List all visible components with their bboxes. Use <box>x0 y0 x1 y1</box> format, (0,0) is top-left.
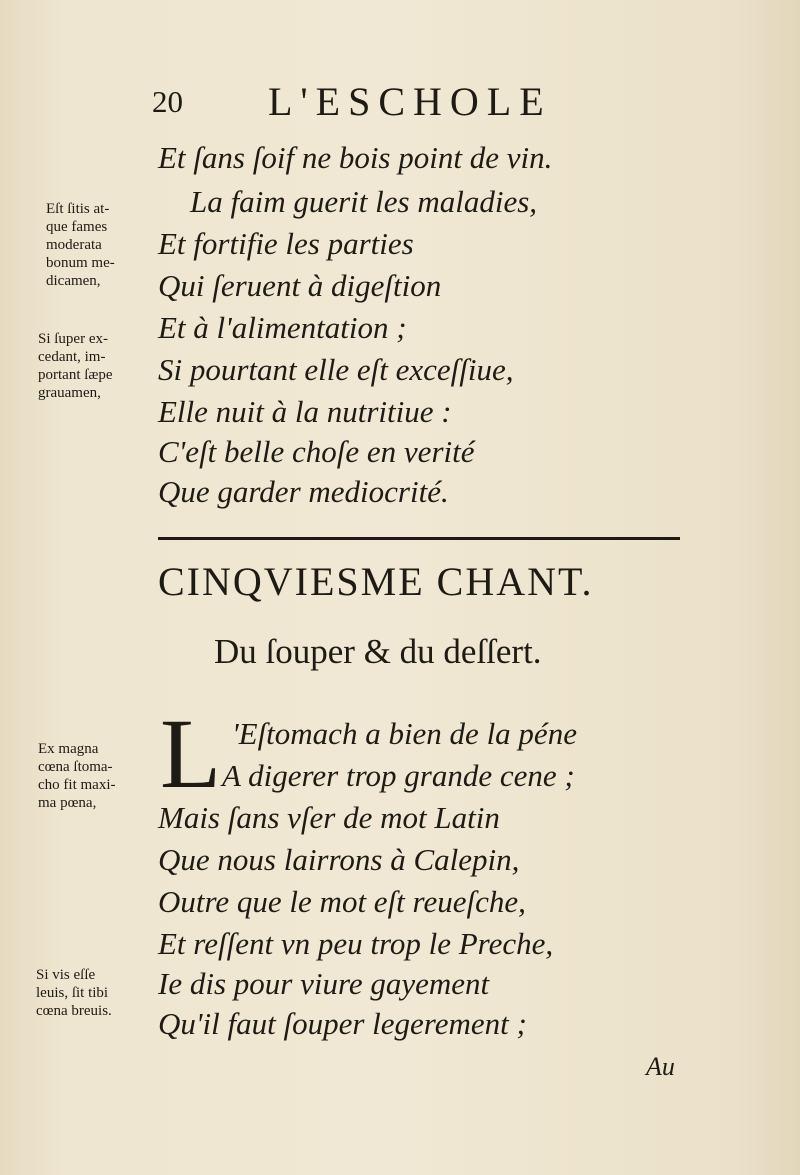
verse-line: Et à l'alimentation ; <box>158 310 407 345</box>
margin-note <box>38 740 138 812</box>
margin-note-line: cœna ſtoma- <box>38 759 113 775</box>
margin-note <box>36 966 136 1020</box>
verse-line: Qui ſeruent à digeſtion <box>158 268 442 303</box>
margin-note-line: portant ſæpe <box>38 367 113 383</box>
page-number: 20 <box>152 84 183 119</box>
verse-line: La faim guerit les maladies, <box>190 184 538 219</box>
verse-line: Mais ſans vſer de mot Latin <box>158 800 500 835</box>
margin-note-line: dicamen, <box>46 273 101 289</box>
margin-note-line: Si vis eſſe <box>36 967 96 983</box>
chapter-subtitle: Du ſouper & du deſſert. <box>214 632 542 671</box>
catchword: Au <box>646 1052 675 1081</box>
section-rule <box>158 537 680 540</box>
verse-line: Et reſſent vn peu trop le Preche, <box>158 926 554 961</box>
margin-note-line: cœna breuis. <box>36 1003 112 1019</box>
verse-line: Ie dis pour viure gayement <box>158 966 490 1001</box>
margin-note-line: que fames <box>46 219 108 235</box>
page-header <box>0 78 800 128</box>
margin-note-line: moderata <box>46 237 102 253</box>
margin-note-line: leuis, ſit tibi <box>36 985 109 1001</box>
margin-note-line: ma pœna, <box>38 795 97 811</box>
chapter-title: CINQVIESME CHANT. <box>158 559 594 604</box>
drop-cap: L <box>160 698 222 809</box>
running-title: L'ESCHOLE <box>268 79 552 124</box>
margin-note-line: grauamen, <box>38 385 101 401</box>
verse-line: Que nous lairrons à Calepin, <box>158 842 520 877</box>
verse-line: Et ſans ſoif ne bois point de vin. <box>158 140 553 175</box>
verse-line: A digerer trop grande cene ; <box>222 758 575 793</box>
margin-note-line: cedant, im- <box>38 349 106 365</box>
verse-line: Et fortifie les parties <box>158 226 414 261</box>
margin-note-line: Si ſuper ex- <box>38 331 108 347</box>
margin-note <box>46 200 146 290</box>
verse-line: 'Eſtomach a bien de la péne <box>232 716 577 751</box>
margin-note-line: Ex magna <box>38 741 99 757</box>
margin-note <box>38 330 138 402</box>
verse-line: Si pourtant elle eſt exceſſiue, <box>158 352 514 387</box>
verse-line: Que garder mediocrité. <box>158 474 449 509</box>
margin-note-line: cho fit maxi- <box>38 777 116 793</box>
verse-line: Elle nuit à la nutritiue : <box>158 394 452 429</box>
margin-note-line: Eſt ſitis at- <box>46 201 110 217</box>
verse-line: Qu'il faut ſouper legerement ; <box>158 1006 527 1041</box>
verse-line: C'eſt belle choſe en verité <box>158 434 475 469</box>
margin-note-line: bonum me- <box>46 255 115 271</box>
verse-line: Outre que le mot eſt reueſche, <box>158 884 526 919</box>
